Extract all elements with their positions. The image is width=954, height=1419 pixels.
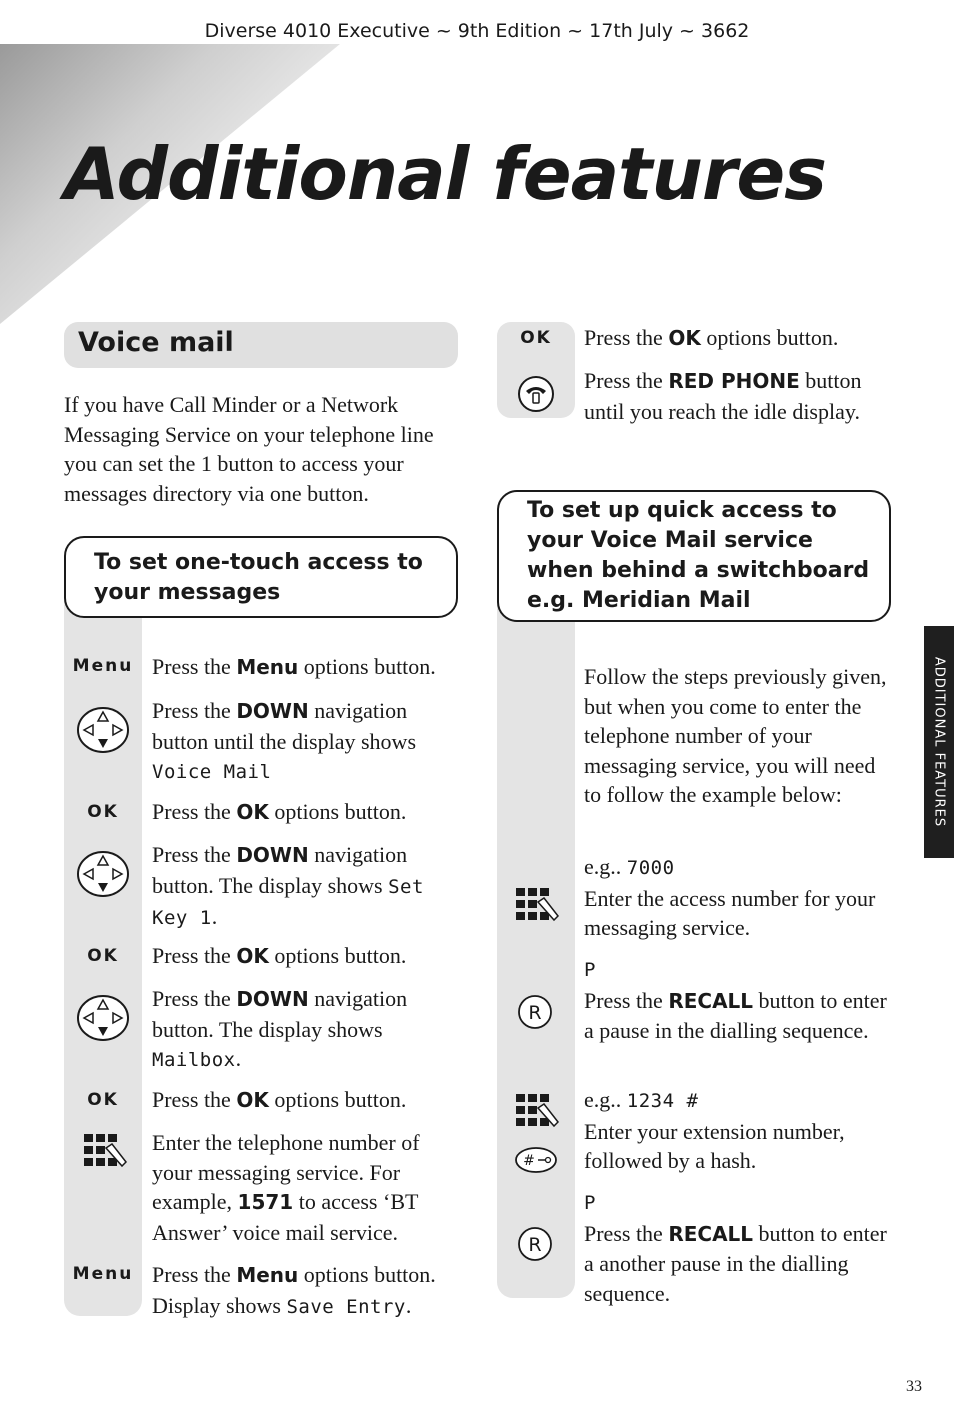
step-3: Press the OK options button. [152,799,407,824]
section-heading-bar [64,322,458,368]
step-recall-pause: P Press the RECALL button to enter a pause in the dialling sequence. [584,959,887,1043]
ok-button-icon: OK [87,802,119,822]
step-7: Press the OK options button. [152,1087,407,1112]
page-title: Additional features [64,132,827,216]
step-1: Press the Menu options button. [152,654,436,679]
keypad-icon [514,1092,560,1136]
svg-text:#: # [523,1153,535,1169]
step-9: Press the Menu options button. Display shows Save Entry. [152,1262,436,1318]
step-4: Press the DOWN navigation button. The display shows Set Key 1. [152,842,424,929]
callout-switchboard [497,490,891,622]
svg-text:R: R [528,1002,542,1024]
ok-button-icon: OK [520,328,552,348]
ok-button-icon: OK [87,1090,119,1110]
step-5: Press the OK options button. [152,943,407,968]
page-number: 33 [906,1378,922,1395]
callout-switchboard-text: To set up quick access to your Voice Mail service when behind a switchboard e.g. Meridian Mail [527,498,870,613]
ok-button-icon: OK [87,946,119,966]
navigation-icon [76,994,130,1042]
section-heading: Voice mail [78,327,234,358]
hash-key-icon [514,1146,558,1174]
step-recall-pause-2: P Press the RECALL button to enter a another pause in the dialling sequence. [584,1192,887,1306]
voice-mail-intro: If you have Call Minder or a Network Messaging Service on your telephone line you can set the 1 button to access your messages directory via one button. [64,392,434,506]
step-extension: e.g.. 1234 # Enter your extension number, followed by a hash. [584,1087,845,1173]
step-2: Press the DOWN navigation button until the display shows Voice Mail [152,698,416,783]
menu-button-icon: Menu [72,656,134,676]
step-ok: Press the OK options button. [584,325,839,350]
red-phone-icon [516,374,556,414]
recall-key-icon [517,1226,553,1262]
step-8: Enter the telephone number of your messaging service. For example, 1571 to access ‘BT Answer’ voice mail service. [152,1130,420,1245]
keypad-icon [514,886,560,930]
step-6: Press the DOWN navigation button. The display shows Mailbox. [152,986,408,1071]
recall-key-icon [517,994,553,1030]
callout-one-touch-text: To set one-touch access to your messages [94,550,423,605]
keypad-icon [82,1132,128,1176]
navigation-icon [76,706,130,754]
callout-one-touch [64,536,458,618]
step-red-phone: Press the RED PHONE button until you reach the idle display. [584,368,862,424]
icon-column-right [497,600,575,1298]
svg-text:R: R [528,1234,542,1256]
page-header: Diverse 4010 Executive ~ 9th Edition ~ 17th July ~ 3662 [204,20,750,42]
switchboard-intro: Follow the steps previously given, but when you come to enter the telephone number of your messaging service, you will need to follow the example below: [584,664,887,807]
menu-button-icon: Menu [72,1264,134,1284]
side-section-tab [924,626,954,858]
navigation-icon [76,850,130,898]
step-access-number: e.g.. 7000 Enter the access number for your messaging service. [584,854,876,940]
side-tab-label: ADDITIONAL FEATURES [931,656,947,828]
